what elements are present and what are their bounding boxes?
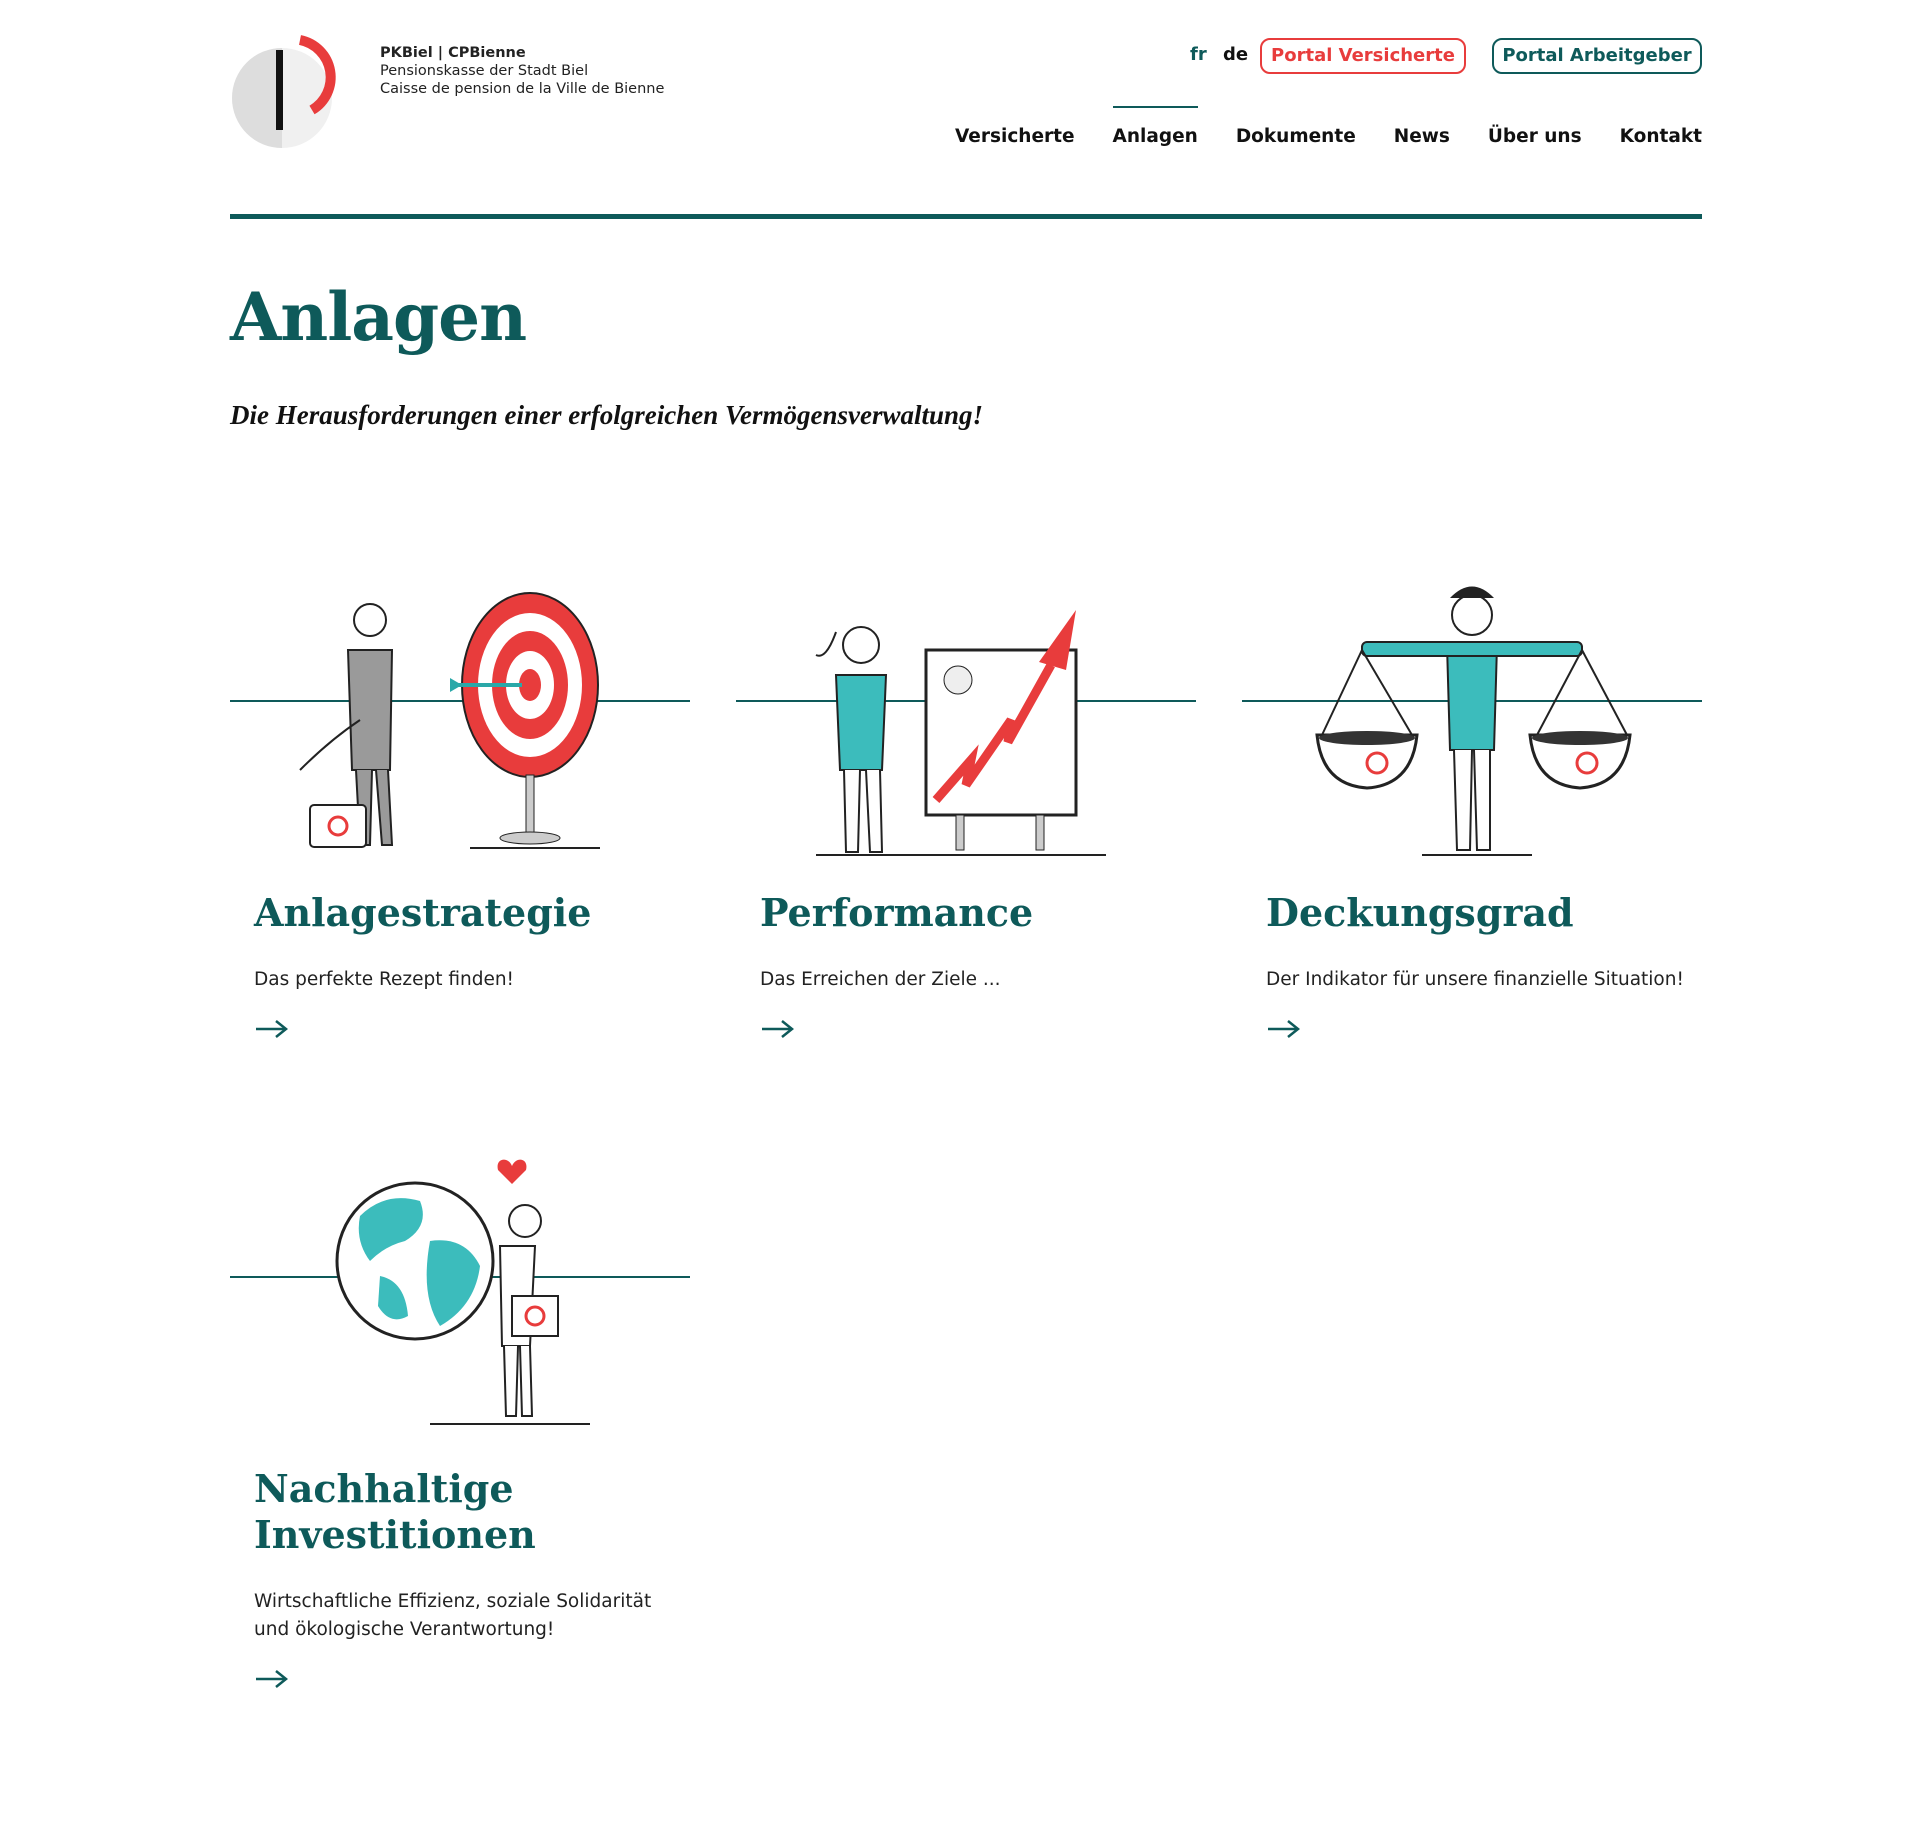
- card-anlagestrategie[interactable]: [230, 570, 690, 1040]
- brand-short: PKBiel | CPBienne: [380, 45, 526, 61]
- site-header: [230, 0, 1702, 220]
- card-text: Der Indikator für unsere finanzielle Situation!: [1266, 969, 1684, 990]
- card-illustration: [736, 570, 1196, 860]
- nav-dokumente[interactable]: Dokumente: [1235, 126, 1356, 147]
- card-text: Das Erreichen der Ziele ...: [760, 969, 1001, 990]
- card-text: Das perfekte Rezept finden!: [254, 969, 514, 990]
- arrow-right-icon[interactable]: [1266, 1018, 1302, 1040]
- brand-line-2: Caisse de pension de la Ville de Bienne: [380, 81, 665, 97]
- card-deckungsgrad[interactable]: [1242, 570, 1702, 1040]
- nav-ueber-uns[interactable]: Über uns: [1487, 126, 1582, 147]
- header-divider: [230, 214, 1702, 219]
- card-illustration: [1242, 570, 1702, 860]
- target-icon: [290, 570, 630, 860]
- arrow-right-icon[interactable]: [254, 1668, 290, 1690]
- nav-news[interactable]: News: [1393, 126, 1450, 147]
- card-title: Performance: [760, 890, 1034, 935]
- page-intro: Die Herausforderungen einer erfolgreichen Vermögensverwaltung!: [230, 400, 984, 430]
- page-title: Anlagen: [230, 278, 527, 356]
- nav-kontakt[interactable]: Kontakt: [1619, 126, 1702, 147]
- scale-icon: [1302, 570, 1642, 860]
- lang-fr-link[interactable]: fr: [1190, 44, 1207, 65]
- card-nachhaltige-investitionen[interactable]: [230, 1146, 690, 1690]
- main-nav: [917, 126, 1702, 147]
- arrow-right-icon[interactable]: [760, 1018, 796, 1040]
- card-illustration: [230, 570, 690, 860]
- brand-line-1: Pensionskasse der Stadt Biel: [380, 63, 589, 79]
- card-text: Wirtschaftliche Effizienz, soziale Solidarität und ökologische Verantwortung!: [254, 1591, 652, 1640]
- card-title: Nachhaltige Investitionen: [254, 1466, 536, 1557]
- card-performance[interactable]: [736, 570, 1196, 1040]
- nav-versicherte[interactable]: Versicherte: [955, 126, 1075, 147]
- card-title: Anlagestrategie: [254, 890, 592, 935]
- portal-arbeitgeber-button[interactable]: Portal Arbeitgeber: [1492, 38, 1702, 74]
- chart-up-icon: [796, 570, 1136, 860]
- logo-icon[interactable]: [230, 30, 345, 155]
- lang-de-link[interactable]: de: [1223, 44, 1249, 65]
- arrow-right-icon[interactable]: [254, 1018, 290, 1040]
- nav-anlagen[interactable]: Anlagen: [1112, 126, 1198, 147]
- card-title: Deckungsgrad: [1266, 890, 1574, 935]
- language-switcher: [1190, 44, 1258, 65]
- card-illustration: [230, 1146, 690, 1436]
- brand-text: [380, 44, 664, 98]
- portal-versicherte-button[interactable]: Portal Versicherte: [1260, 38, 1466, 74]
- globe-icon: [290, 1146, 630, 1436]
